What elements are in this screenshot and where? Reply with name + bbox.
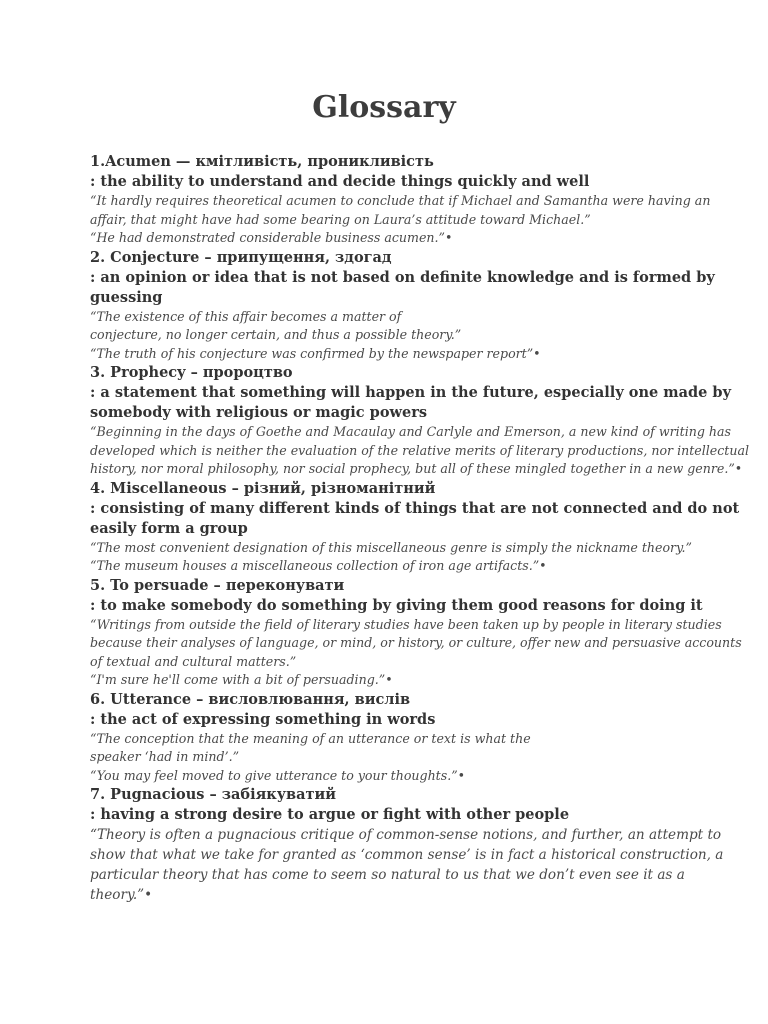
- example-line: “You may feel moved to give utterance to your thoughts.”•: [90, 767, 466, 783]
- entry-examples: [90, 423, 750, 479]
- definition-line: : a statement that something will happen in the future, especially one made by: [90, 384, 731, 401]
- entry-definition: [90, 268, 730, 308]
- example-line: particular theory that has come to seem so natural to us that we don’t even see it as a: [90, 867, 685, 883]
- entry-heading: 6. Utterance – висловлювання, вислів: [90, 690, 411, 708]
- definition-line: : to make somebody do something by giving them good reasons for doing it: [90, 596, 703, 614]
- example-line: affair, that might have had some bearing on Laura’s attitude toward Michael.”: [90, 211, 591, 227]
- glossary-entry-acumen: [90, 152, 730, 248]
- entry-examples: [90, 825, 730, 905]
- example-line: conjecture, no longer certain, and thus a possible theory.”: [90, 327, 462, 342]
- example-line: theory.”•: [90, 887, 153, 903]
- entry-definition: [90, 383, 730, 423]
- glossary-entry-miscellaneous: [90, 479, 740, 576]
- example-line: “Beginning in the days of Goethe and Macaulay and Carlyle and Emerson, a new kind of writing has: [90, 424, 732, 439]
- glossary-entry-prophecy: [90, 363, 750, 479]
- entry-examples: [90, 308, 730, 364]
- example-line: “The museum houses a miscellaneous collection of iron age artifacts.”•: [90, 558, 547, 573]
- entry-examples: [90, 192, 730, 248]
- definition-line: guessing: [90, 288, 163, 306]
- example-line: because their analyses of language, or mind, or history, or culture, offer new and persuasive accounts: [90, 635, 742, 650]
- entry-heading: 2. Conjecture – припущення, здогад: [90, 248, 392, 266]
- entry-definition: [90, 710, 730, 730]
- glossary-entry-utterance: [90, 690, 730, 786]
- entry-heading: 5. To persuade – переконувати: [90, 576, 345, 594]
- definition-line: somebody with religious or magic powers: [90, 404, 427, 421]
- example-line: “The truth of his conjecture was confirmed by the newspaper report”•: [90, 345, 541, 361]
- definition-line: : the act of expressing something in words: [90, 710, 436, 728]
- example-line: speaker ‘had in mind’.”: [90, 749, 240, 764]
- entry-definition: [90, 805, 730, 825]
- example-line: “He had demonstrated considerable business acumen.”•: [90, 230, 453, 245]
- glossary-entry-pugnacious: [90, 785, 730, 905]
- definition-line: : having a strong desire to argue or fight with other people: [90, 806, 570, 823]
- example-line: show that what we take for granted as ‘common sense’ is in fact a historical construction, a: [90, 847, 724, 863]
- entry-examples: [90, 616, 742, 690]
- example-line: “It hardly requires theoretical acumen to conclude that if Michael and Samantha were having an: [90, 193, 711, 208]
- definition-line: : consisting of many different kinds of things that are not connected and do not: [90, 499, 740, 517]
- example-line: of textual and cultural matters.”: [90, 653, 297, 669]
- example-line: “The conception that the meaning of an utterance or text is what the: [90, 730, 531, 746]
- definition-line: easily form a group: [90, 519, 248, 537]
- entry-heading: 3. Prophecy – пророцтво: [90, 364, 293, 381]
- entry-heading: 7. Pugnacious – забіякуватий: [90, 786, 337, 803]
- glossary-entry-conjecture: [90, 248, 730, 364]
- example-line: “Theory is often a pugnacious critique of common-sense notions, and further, an attempt to: [90, 827, 722, 843]
- entry-definition: [90, 596, 730, 616]
- example-line: “Writings from outside the field of literary studies have been taken up by people in literary studies: [90, 616, 722, 632]
- entry-examples: [90, 539, 730, 576]
- glossary-list: [90, 152, 750, 905]
- example-line: “I'm sure he'll come with a bit of persuading.”•: [90, 672, 393, 687]
- example-line: developed which is neither the evaluation of the relative merits of literary productions, nor intellectual: [90, 442, 750, 458]
- definition-line: : an opinion or idea that is not based on definite knowledge and is formed by: [90, 268, 715, 286]
- entry-definition: [90, 172, 730, 192]
- entry-heading: 4. Miscellaneous – різний, різноманітний: [90, 479, 436, 497]
- entry-examples: [90, 730, 730, 786]
- entry-definition: [90, 499, 740, 539]
- example-line: “The most convenient designation of this miscellaneous genre is simply the nickname theory.”: [90, 539, 692, 555]
- entry-heading: 1.Acumen — кмітливість, проникливість: [90, 153, 434, 170]
- glossary-entry-persuade: [90, 576, 742, 690]
- example-line: history, nor moral philosophy, nor social prophecy, but all of these mingled together in a new genre.”•: [90, 461, 743, 476]
- example-line: “The existence of this affair becomes a matter of: [90, 308, 402, 324]
- definition-line: : the ability to understand and decide things quickly and well: [90, 173, 590, 190]
- page-title: Glossary: [312, 90, 456, 125]
